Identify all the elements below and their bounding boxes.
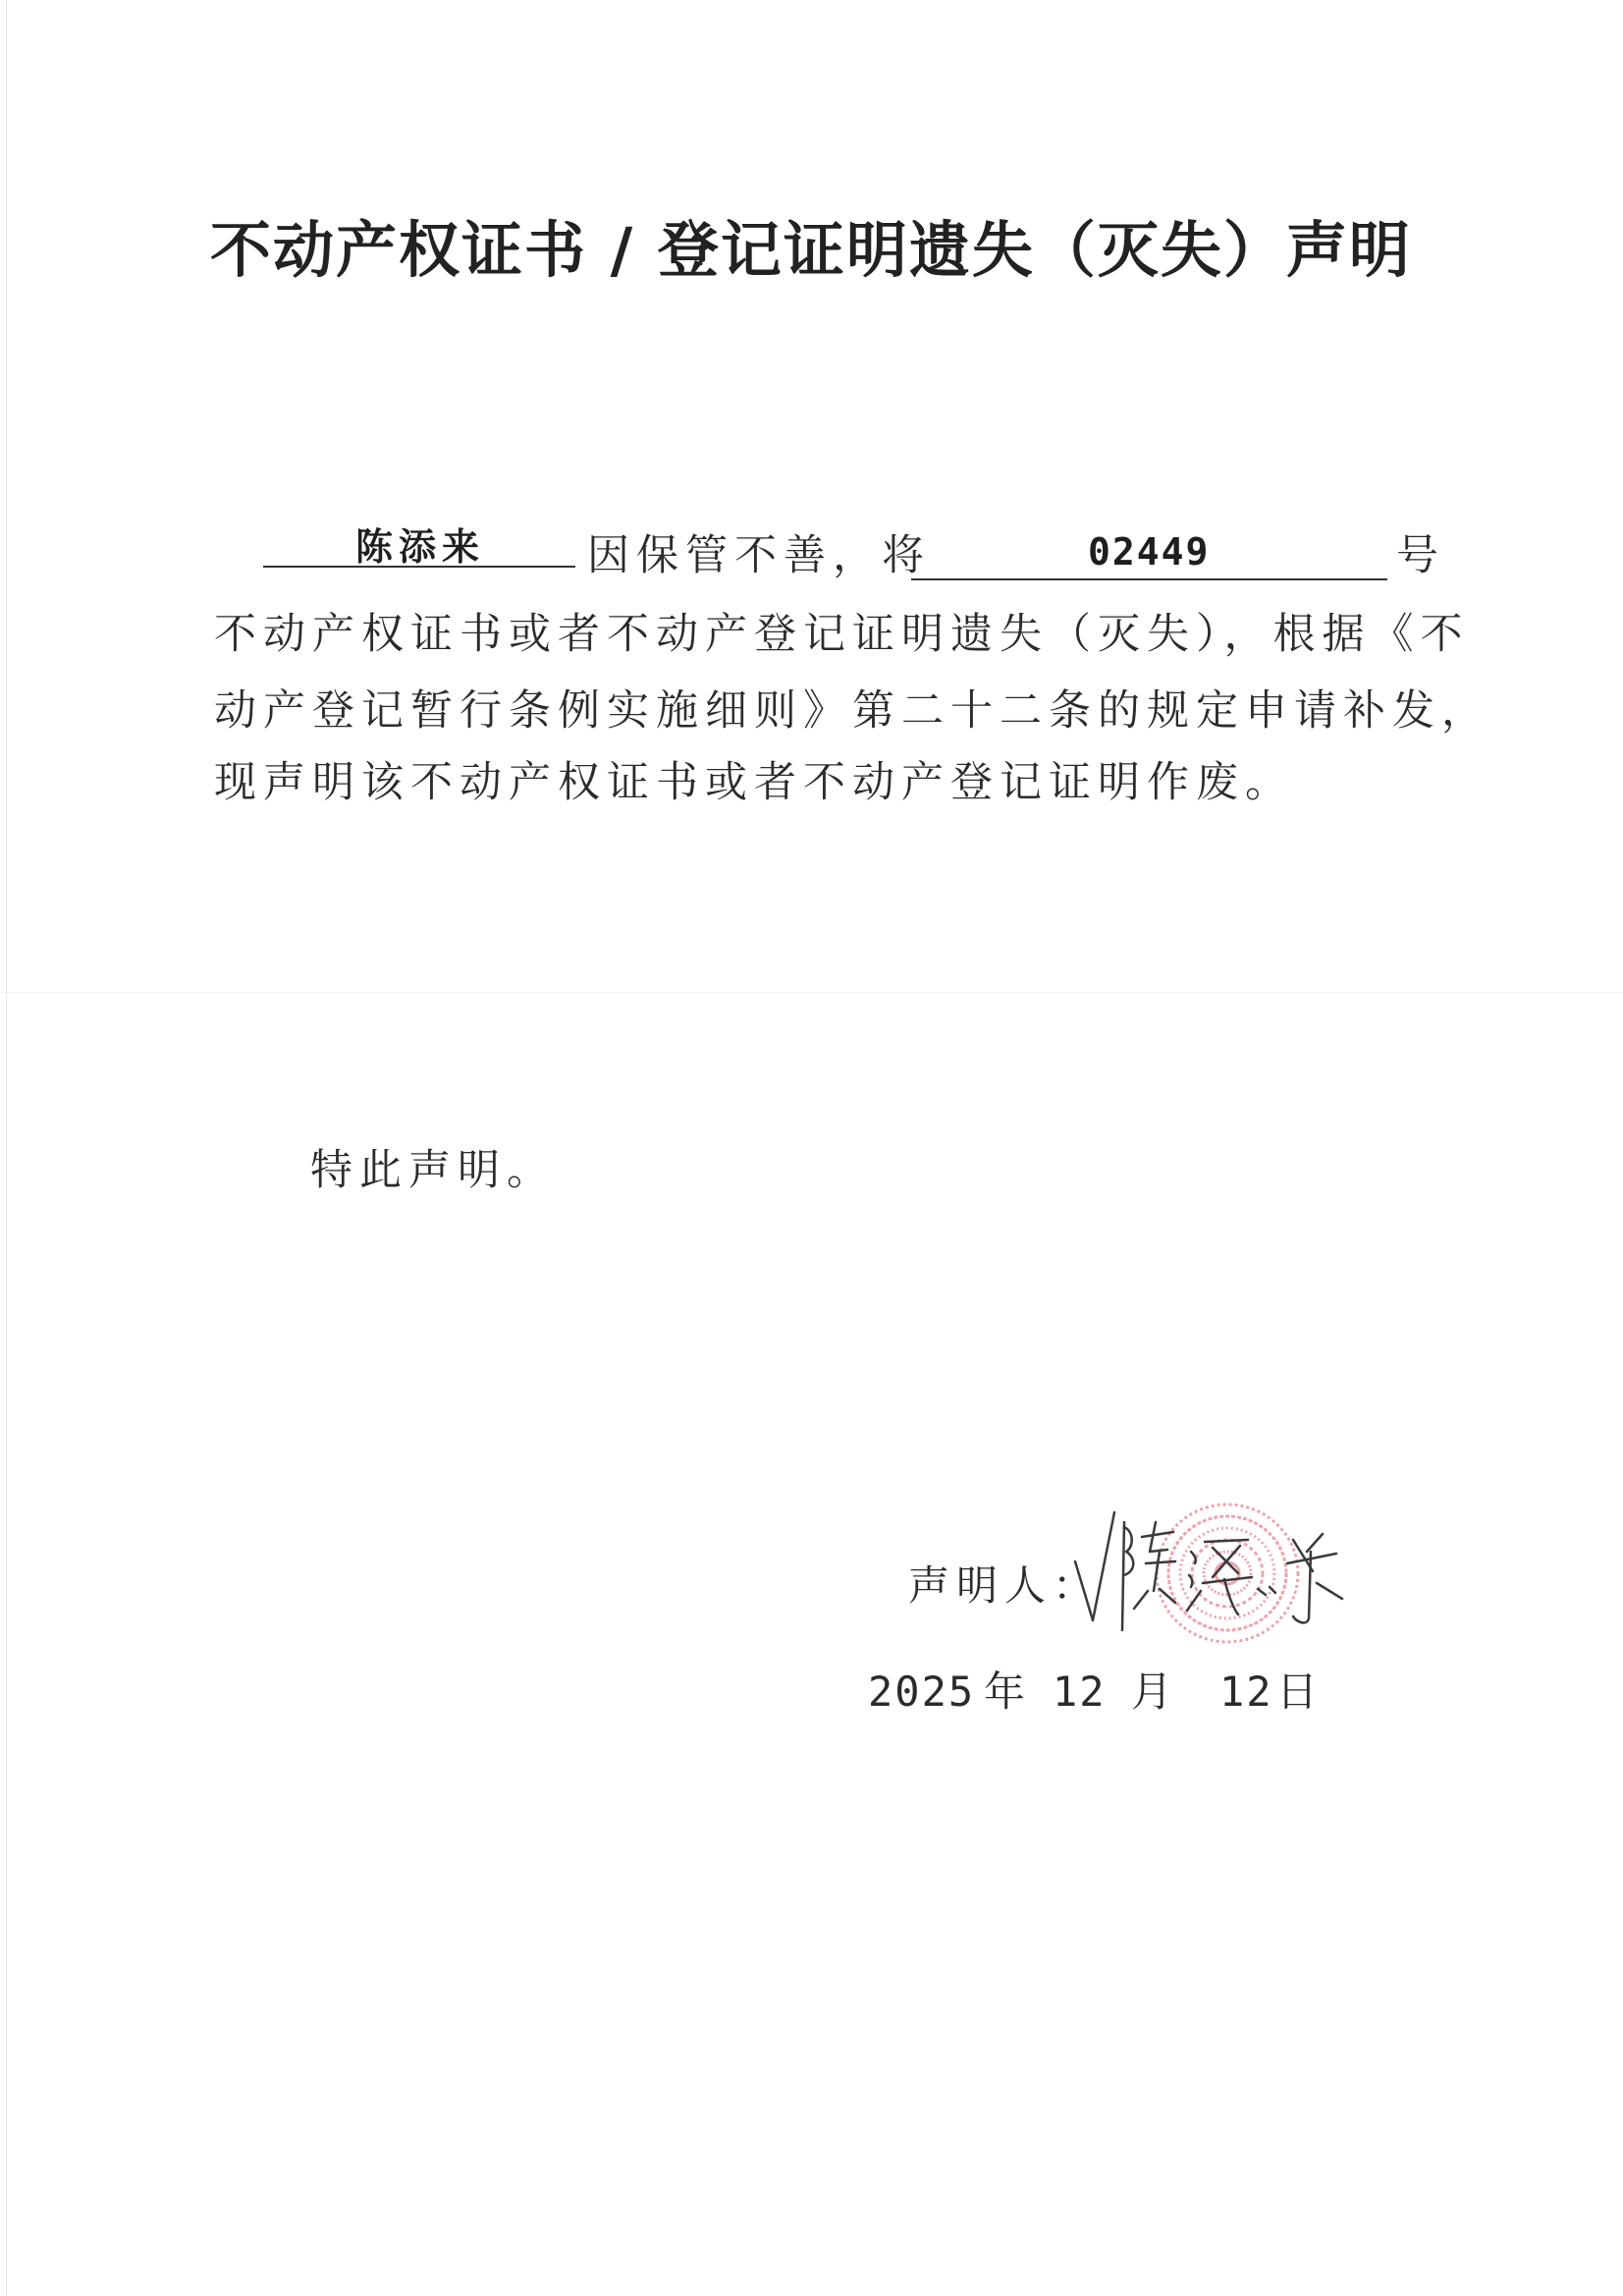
- closing-statement: 特此声明。: [310, 1146, 556, 1195]
- body-text-after-name: 因保管不善，将: [587, 531, 931, 580]
- body-line-4: 现声明该不动产权证书或者不动产登记证明作废。: [214, 758, 1294, 807]
- body-line-3: 动产登记暂行条例实施细则》第二十二条的规定申请补发，: [214, 686, 1490, 736]
- date-month-unit: 月: [1131, 1667, 1175, 1716]
- declaration-date: [868, 1660, 1325, 1719]
- date-year: 2025: [868, 1667, 976, 1716]
- date-day-unit: 日: [1276, 1667, 1321, 1716]
- signature-strokes: [1075, 1512, 1342, 1630]
- date-month: 12: [1053, 1667, 1107, 1716]
- paper-fold-line: [0, 992, 1623, 993]
- scan-edge-line: [6, 0, 7, 2296]
- fingerprint-stamp: [1157, 1504, 1298, 1642]
- signature-label: 声明人：: [908, 1561, 1102, 1610]
- certificate-number-field: 02449: [1088, 530, 1211, 574]
- body-line-2: 不动产权证书或者不动产登记证明遗失（灭失），根据《不: [214, 610, 1470, 659]
- handwritten-signature-with-fingerprint: [1065, 1493, 1360, 1650]
- date-day: 12: [1219, 1667, 1273, 1716]
- declarant-name-field: 陈添来: [355, 525, 486, 569]
- document-title: 不动产权证书 / 登记证明遗失（灭失）声明: [210, 214, 1412, 286]
- date-year-unit: 年: [984, 1667, 1028, 1716]
- body-text-after-number: 号: [1396, 531, 1438, 580]
